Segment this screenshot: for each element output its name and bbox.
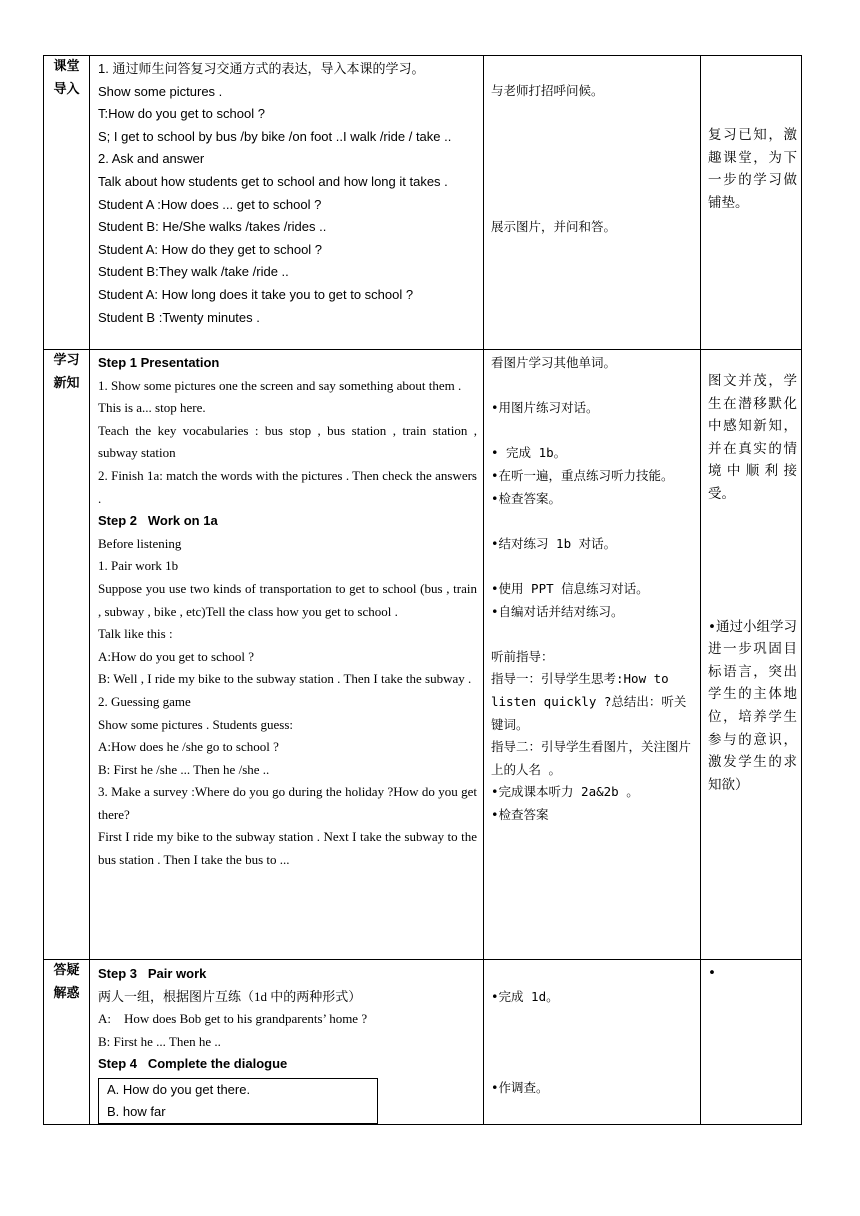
purpose-text: 复习已知，激趣课堂，为下一步的学习做铺垫。	[708, 127, 797, 211]
options-box	[98, 1078, 378, 1124]
activity-line: •自编对话并结对练习。	[491, 603, 624, 619]
content-line: Student B:They walk /take /ride ..	[98, 264, 289, 280]
activity-line: •检查答案。	[491, 490, 562, 506]
content-line: Student A: How long does it take you to get to school ?	[98, 286, 414, 302]
content-line: B: First he ... Then he ..	[98, 1033, 221, 1049]
content-line: Show some pictures . Students guess:	[98, 716, 293, 732]
design-purpose	[701, 960, 802, 1125]
option-a: A. How do you get there.	[107, 1081, 251, 1097]
activity-line: •检查答案	[491, 806, 549, 822]
activity-line: 指导一：引导学生思考:How to listen quickly ?总结出：听关键词。	[491, 671, 687, 732]
content-line: 1. Pair work 1b	[98, 558, 179, 574]
lesson-plan-table	[43, 55, 802, 1125]
activity-line: 指导二：引导学生看图片，关注图片上的人名 。	[491, 739, 692, 777]
activity-line: 与老师打招呼问候。	[491, 83, 604, 98]
content-line: 2. Finish 1a: match the words with the pictures . Then check the answers .	[98, 467, 477, 506]
activity-line: •完成 1d。	[491, 989, 559, 1004]
content-line: Show some pictures .	[98, 83, 223, 99]
content-line: A: How does Bob get to his grandparents’ home ?	[98, 1011, 368, 1027]
content-line: Suppose you use two kinds of transportation to get to school (bus , train , subway , bike , etc)Tell the class how you get to school .	[98, 580, 477, 619]
option-b: B. how far	[107, 1103, 166, 1119]
teaching-content	[90, 350, 484, 960]
content-line: Student B: He/She walks /takes /rides ..	[98, 219, 327, 235]
row-label: 学习 新知	[44, 350, 90, 960]
purpose-text: •	[708, 965, 716, 981]
content-line: 2. Ask and answer	[98, 151, 205, 167]
content-line: Before listening	[98, 535, 182, 551]
content-line: This is a... stop here.	[98, 400, 206, 416]
activity-line: 展示图片，并问和答。	[491, 218, 617, 234]
table-row	[44, 56, 802, 350]
student-activities	[484, 960, 701, 1125]
content-line: 1. Show some pictures one the screen and say something about them .	[98, 377, 462, 393]
activity-line: • 完成 1b。	[491, 445, 567, 461]
teaching-content	[90, 960, 484, 1125]
purpose-text: •通过小组学习进一步巩固目标语言，突出学生的主体地位，培养学生参与的意识，激发学生的求知欲）	[708, 618, 797, 793]
step-heading: Step 4 Complete the dialogue	[98, 1056, 288, 1072]
content-line: T:How do you get to school ?	[98, 106, 265, 122]
content-line: A:How does he /she go to school ?	[98, 739, 279, 755]
content-line: Talk like this :	[98, 626, 173, 642]
teaching-content	[90, 56, 484, 350]
row-label: 答疑 解惑	[44, 960, 90, 1125]
activity-line: 看图片学习其他单词。	[491, 355, 617, 370]
student-activities	[484, 56, 701, 350]
activity-line: •作调查。	[491, 1079, 549, 1095]
content-line: First I ride my bike to the subway station . Next I take the subway to the bus station . Then I take the bus to ...	[98, 829, 477, 868]
content-line: 2. Guessing game	[98, 693, 191, 709]
student-activities	[484, 350, 701, 960]
activity-line: •用图片练习对话。	[491, 400, 599, 416]
purpose-text: 图文并茂，学生在潜移默化中感知新知，并在真实的情境中顺利接受。	[708, 373, 797, 502]
activity-line: •在听一遍，重点练习听力技能。	[491, 467, 674, 483]
content-line: Teach the key vocabularies : bus stop , bus station , train station , subway station	[98, 422, 477, 461]
design-purpose	[701, 56, 802, 350]
content-line: 两人一组，根据图片互练（1d 中的两种形式）	[98, 988, 362, 1004]
content-line: Student A: How do they get to school ?	[98, 241, 323, 257]
content-line: Talk about how students get to school and how long it takes .	[98, 173, 448, 189]
step-heading: Step 2 Work on 1a	[98, 513, 218, 529]
activity-line: •完成课本听力 2a&2b 。	[491, 784, 639, 800]
content-line: B: Well , I ride my bike to the subway station . Then I take the subway .	[98, 671, 472, 687]
content-line: Student A :How does ... get to school ?	[98, 196, 322, 212]
step-heading: Step 3 Pair work	[98, 966, 207, 981]
table-row	[44, 960, 802, 1125]
content-line: 3. Make a survey :Where do you go during the holiday ?How do you get there?	[98, 784, 477, 822]
content-line: Student B :Twenty minutes .	[98, 309, 260, 325]
step-heading: Step 1 Presentation	[98, 355, 220, 370]
content-line: A:How do you get to school ?	[98, 648, 254, 664]
activity-line: •使用 PPT 信息练习对话。	[491, 580, 649, 596]
content-line: 1. 通过师生问答复习交通方式的表达，导入本课的学习。	[98, 61, 425, 76]
design-purpose	[701, 350, 802, 960]
row-label: 课堂 导入	[44, 56, 90, 350]
table-row	[44, 350, 802, 960]
content-line: S; I get to school by bus /by bike /on foot ..I walk /ride / take ..	[98, 128, 452, 144]
activity-line: •结对练习 1b 对话。	[491, 535, 617, 551]
activity-line: 听前指导：	[491, 648, 554, 664]
content-line: B: First he /she ... Then he /she ..	[98, 761, 270, 777]
